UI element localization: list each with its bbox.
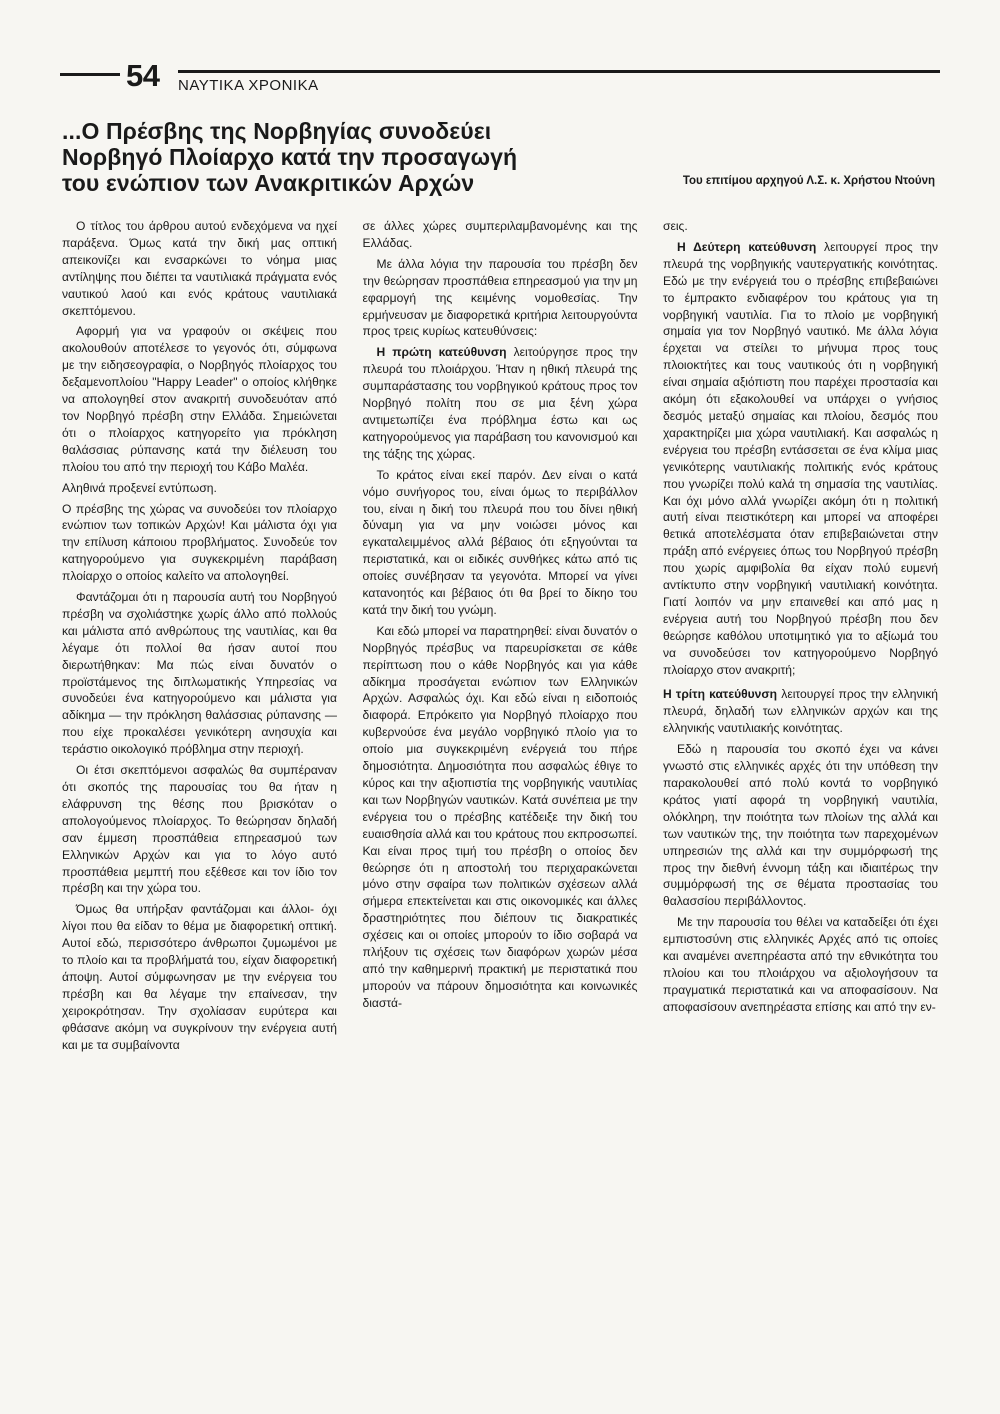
paragraph: Οι έτσι σκεπτόμενοι ασφαλώς θα συμπέραναν ότι σκοπός της παρουσίας του θα ήταν η ελάφρυνση της θέσης που βρισκόταν ο απολογούμενος πλοίαρχος. Το θεώρησαν δηλαδή σαν έμμεση προσπάθεια επηρεασμού των Ελληνικών Αρχών και για το λόγο αυτό προσπάθεια μεμπτή που εξέθεσε και τον ίδιο τον πρέσβη και την χώρα του. xyxy=(62,763,337,896)
paragraph: Όμως θα υπήρξαν φαντάζομαι και άλλοι- όχι λίγοι που θα είδαν το θέμα με διαφορετική οπτική. Αυτοί εδώ, περισσότερο άνθρωποι ζυμωμένοι με το πλοίο και τα προβλήματά του, είχαν διαφορετική άποψη. Αυτοί σύμφωνησαν με την ενέργεια του πρέσβη και θα λέγαμε την επαίνεσαν, την χειροκρότησαν. Την σχολίασαν ευρύτερα και φθάσανε ακόμη να συγκρίνουν την ενέργεια αυτή και με τα συμβαίνοντα xyxy=(62,902,337,1052)
article-body xyxy=(62,218,938,1398)
magazine-name: ΝΑΥΤΙΚΑ ΧΡΟΝΙΚΑ xyxy=(178,77,319,94)
article-title-line: Νορβηγό Πλοίαρχο κατά την προσαγωγή xyxy=(62,144,518,170)
paragraph: Ο πρέσβης της χώρας να συνοδεύει τον πλοίαρχο ενώπιον των τοπικών Αρχών! Και μάλιστα όχι για την επίλυση κάποιου προβλήματος. Συνοδεύε τον κατηγορούμενο για συγκεκριμένη παράβαση πλοίαρχο ο οποίος καλείτο να απολογηθεί. xyxy=(62,501,337,584)
section-lead: Η πρώτη κατεύθυνση xyxy=(376,345,507,360)
paragraph-text: λειτούργησε προς την πλευρά του πλοιάρχου. Ήταν η ηθική πλευρά της συμπαράστασης του νορβηγικού κράτους προς τον Νορβηγό πολίτη που σε μια ξένη χώρα αντιμετωπίζει ένα πρόβλημα έστω και ως κατηγορούμενος για παράβαση του κανονισμού και της τάξης της χώρας. xyxy=(362,345,638,461)
text-column-1 xyxy=(62,218,337,1398)
paragraph: σε άλλες χώρες συμπεριλαμβανομένης και της Ελλάδας. xyxy=(362,219,638,250)
article-byline: Του επιτίμου αρχηγού Λ.Σ. κ. Χρήστου Ντούνη xyxy=(682,175,935,187)
paragraph: Αφορμή για να γραφούν οι σκέψεις που ακολουθούν αποτέλεσε το γεγονός ότι, σύμφωνα με την ειδησεογραφία, ο Νορβηγός πλοίαρχος του δεξαμενοπλοίου "Happy Leader" ο οποίος κλήθηκε να απολογηθεί στον ανακριτή συνοδευόταν από τον Νορβηγό πρέσβη στην Ελλάδα. Σημειώνεται ότι ο πλοίαρχος κατηγορείτο για πρόκληση θαλάσσιας ρύπανσης κατά την διέλευση του πλοίου του από την περιοχή του Κάβο Μαλέα. xyxy=(62,324,337,474)
paragraph xyxy=(363,344,638,462)
paragraph xyxy=(663,686,938,737)
article-title-line: του ενώπιον των Ανακριτικών Αρχών xyxy=(62,170,475,196)
paragraph: Με άλλα λόγια την παρουσία του πρέσβη δεν την θεώρησαν προσπάθεια επηρεασμού για την μη εφαρμογή της κειμένης νομοθεσίας. Την ερμήνευσαν με διαφορετικά κριτήρια λειτουργούντα προς τρεις κυρίως κατευθύνσεις: xyxy=(362,256,638,339)
article-title xyxy=(62,118,552,196)
article-title-line: ...Ο Πρέσβης της Νορβηγίας συνοδεύει xyxy=(62,118,492,144)
paragraph: Εδώ η παρουσία του σκοπό έχει να κάνει γνωστό στις ελληνικές αρχές ότι την υπόθεση την παρακολουθεί από πολύ κοντά το νορβηγικό κράτος γιατί αφορά τη νορβηγική ναυτιλία, ολόκληρη, την ποιότητα των πλοίων της αλλά και των ναυτικών της, την ποιότητα των παρεχομένων υπηρεσιών της αλλά και την συμμόρφωσή της προς την διεθνή έννομη τάξη και ιδιαιτέρως την συμμόρφωσή της σε θέματα προστασίας του θαλασσίου περιβάλλοντος. xyxy=(663,742,938,909)
paragraph: Φαντάζομαι ότι η παρουσία αυτή του Νορβηγού πρέσβη να σχολιάστηκε χωρίς άλλο από πολλούς και μάλιστα από ανθρώπους της ναυτιλίας, και θα λέγαμε ότι πολλοί θα ήσαν αυτοί που διερωτήθηκαν: Μα πώς είναι δυνατόν ο προϊστάμενος της διπλωματικής Υπηρεσίας να συνοδεύει ένα κατηγορούμενο και μάλιστα για αδίκημα — την πρόκληση θαλάσσιας ρύπανσης — που είχε προκαλέσει γενικότερη ανησυχία και τεράστιο οικολογικό πρόβλημα στην περιοχή. xyxy=(62,590,337,757)
section-lead: Η τρίτη κατεύθυνση xyxy=(663,687,778,702)
page-header xyxy=(60,60,940,100)
header-rule-right xyxy=(178,70,940,73)
paragraph-text: λειτουργεί προς την πλευρά της νορβηγικής ναυτεργατικής κοινότητας. Εδώ με την ενέργειά του ο πρέσβης επιβεβαιώνει το έμπρακτο ενδιαφέρον του κράτους για τη νορβηγική ναυτιλία. Για το πλοίο με νορβηγική σημαία για τον Νορβηγό ναυτικό. Με άλλα λόγια έρχεται να στείλει το μήνυμα προς τους πλοιοκτήτες και τους ναυτικούς ότι η νορβηγική είναι σημαία αξιόπιστη που παρέχει προστασία και ακόμη ότι εξακολουθεί να υπάρχει ο γνήσιος δεσμός μεταξύ σημαίας και πλοίου, δεσμός που χαρακτηρίζει μια χώρα ναυτιλιακή. Και ασφαλώς η ενέργεια του πρέσβη εντάσσεται σε ένα κλίμα μιας γενικότερης ναυτιλιακής πολιτικής ενός κράτους που γνωρίζει πολύ καλά τη σημασία της ναυτιλίας. Και όχι μόνο αλλά γνωρίζει ακόμη ότι η πολιτική αυτή είναι πειστικότερη και μπορεί να αποφέρει θετικά αποτελέσματα όταν επιβεβαιώνεται στην πράξη από ενέργειες όπως του Νορβηγού πρέσβη που χωρίς αμφιβολία θα είχαν πολύ ευμενή αντίκτυπο στην νορβηγική ναυτιλιακή κοινότητα. Γιατί λοιπόν να μην επαινεθεί και από μας η ενέργεια αυτή του Νορβηγού πρέσβη που δεν θεώρησε καθόλου υποτιμητικό για το αξίωμά του να συνοδεύσει τον κατηγορούμενο Νορβηγό πλοίαρχο στον ανακριτή; xyxy=(663,239,938,677)
text-column-3 xyxy=(663,218,938,1398)
header-rule-left xyxy=(60,73,120,76)
paragraph: σεις. xyxy=(663,219,688,233)
section-lead: Η Δεύτερη κατεύθυνση xyxy=(677,239,817,254)
paragraph-text: λειτουργεί προς την ελληνική πλευρά, δηλαδή των ελληνικών αρχών και της ελληνικής ναυτιλιακής κοινότητας. xyxy=(663,687,938,736)
page-number: 54 xyxy=(126,58,160,93)
text-column-2 xyxy=(363,218,638,1398)
paragraph: Ο τίτλος του άρθρου αυτού ενδεχόμενα να ηχεί παράξενα. Όμως κατά την δική μας οπτική απεικονίζει και ενσαρκώνει το νόημα μιας αντίληψης που διέπει τα ναυτιλιακά πράγματα ενός ναυτικού λαού και ενός κράτους ναυτιλιακά σκεπτόμενου. xyxy=(62,219,337,318)
paragraph: Το κράτος είναι εκεί παρόν. Δεν είναι ο κατά νόμο συνήγορος του, είναι όμως το περιβάλλον του, είναι η δική του πλευρά που του δίνει ηθική δύναμη για να μην νοιώσει μόνος και εγκαταλειμμένος αλλά βέβαιος ότι εξηγούνται τα περιστατικά, και οι ειδικές συνθήκες κάτω από τις οποίες συνέβησαν τα γεγονότα. Μπορεί να γίνει κατανοητός και βέβαιος ότι θα βρεί το δίκηο του κατά την δική του γνώμη. xyxy=(362,467,638,617)
paragraph: Και εδώ μπορεί να παρατηρηθεί: είναι δυνατόν ο Νορβηγός πρέσβυς να παρευρίσκεται σε κάθε περίπτωση που ο κάθε Νορβηγός και για κάθε αδίκημα προσάγεται ενώπιον των Ελληνικών Αρχών. Ασφαλώς όχι. Και εδώ είναι η ειδοποιός διαφορά. Επρόκειτο για Νορβηγό πλοίαρχο που κυβερνούσε ένα μεγάλο νορβηγικό πλοίο για το οποίο μια συγκεκριμένη ενέργειά του πήρε δημοσιότητα. Δημοσιότητα που ασφαλώς έθιγε το κύρος και την αξιοπιστία της νορβηγικής ναυτιλίας και των Νορβηγών ναυτικών. Κατά συνέπεια με την ενέργεια του ο πρέσβης κατέδειξε την δική του ευαισθησία αλλά και του κράτους που εκπροσωπεί. Και είναι προς τιμή του πρέσβη ο οποίος δεν θεώρησε ότι η αποστολή του περιχαρακώνεται μόνο στην σφαίρα των πολιτικών σχέσεων αλλά σήμερα επεκτείνεται και στις οικονομικές και άλλες δραστηριότητες που διέπουν τις διακρατικές σχέσεις και οι οποίες μπορούν το ίδιο σοβαρά να πλήξουν τις σχέσεις των διαφόρων χωρών μέσα από την καθημερινή πρακτική με περιστατικά που μπορούν να πάρουν δημοσιότητα και κοινωνικές διαστά- xyxy=(362,623,638,1010)
paragraph xyxy=(663,239,938,679)
paragraph: Αληθινά προξενεί εντύπωση. xyxy=(62,480,217,495)
paragraph: Με την παρουσία του θέλει να καταδείξει ότι έχει εμπιστοσύνη στις ελληνικές Αρχές από τις οποίες και αναμένει ανεπηρέαστα από την εθνικότητα του πλοίου και του πλοιάρχου να αξιολογήσουν τα πραγματικά περιστατικά και να αποφασίσουν. Να αποφασίσουν ανεπηρέαστα επίσης και από την εν- xyxy=(663,915,938,1014)
